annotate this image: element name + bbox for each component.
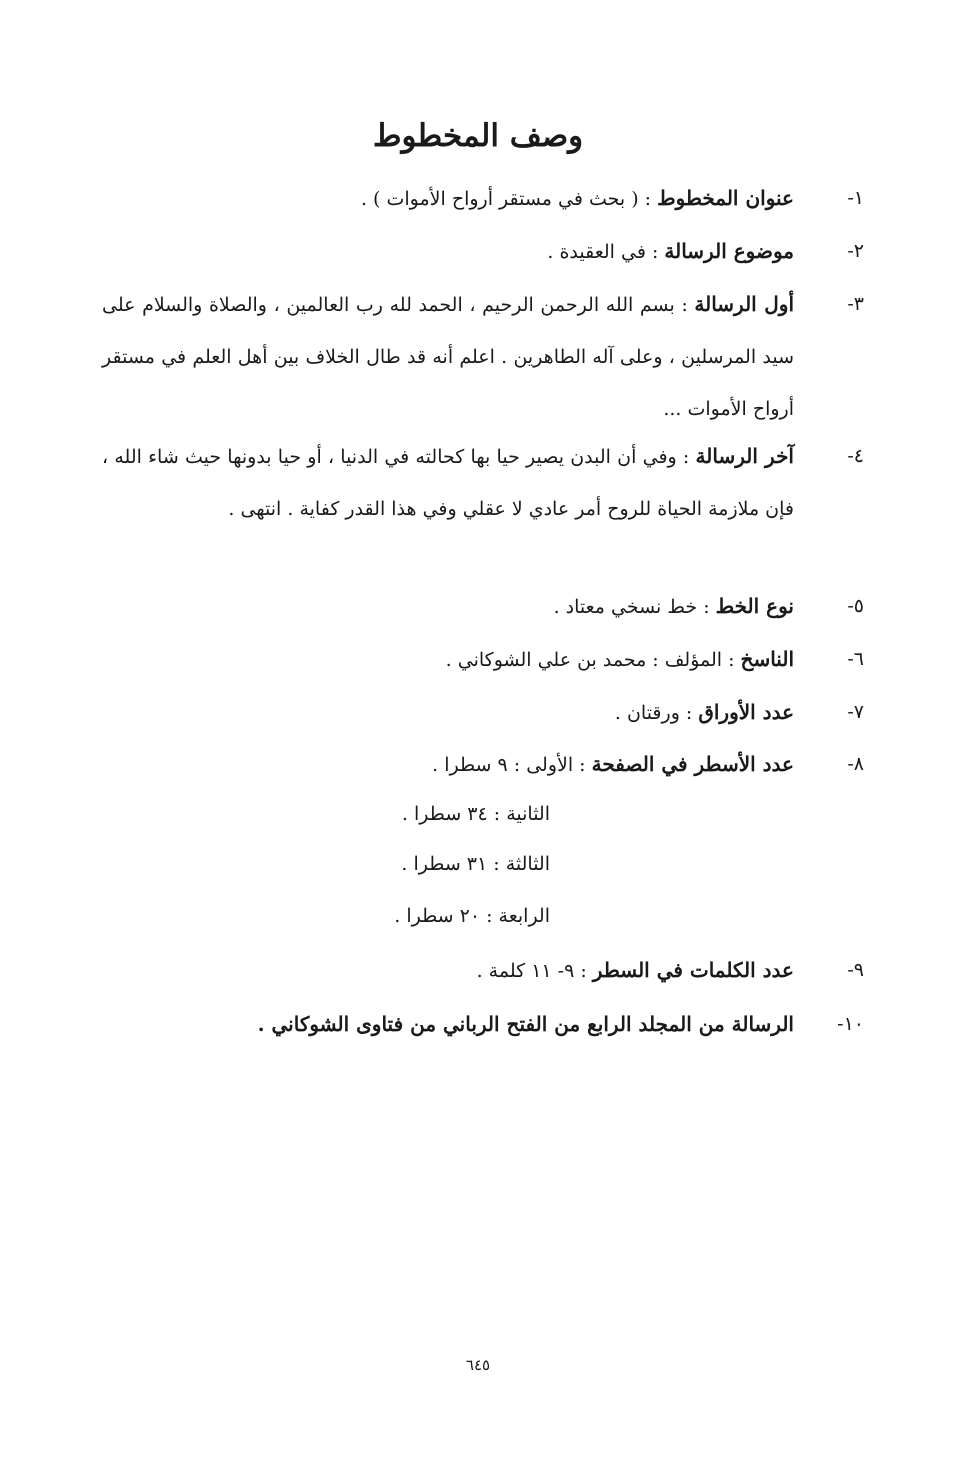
item-label: أول الرسالة	[694, 292, 795, 316]
item-label: عنوان المخطوط	[657, 186, 794, 210]
item-text: : ٩- ١١ كلمة .	[476, 960, 593, 982]
list-item-source-note	[102, 998, 864, 1050]
item-text: : الأولى : ٩ سطرا .	[432, 754, 592, 776]
item-number: ٩-	[847, 959, 864, 981]
item-label: الناسخ	[740, 647, 794, 671]
item-text: : خط نسخي معتاد .	[553, 596, 716, 618]
item-content	[102, 738, 794, 791]
item-text: : ( بحث في مستقر أرواح الأموات ) .	[360, 188, 658, 210]
item-number: ٦-	[847, 648, 864, 670]
item-label: نوع الخط	[715, 594, 794, 618]
list-item-ending	[102, 430, 864, 535]
list-item-words-per-line	[102, 944, 864, 997]
list-item-beginning	[102, 278, 864, 435]
item-content	[102, 172, 794, 225]
list-item-copyist	[102, 633, 864, 686]
item-label: موضوع الرسالة	[664, 239, 794, 263]
lines-page-two: الثانية : ٣٤ سطرا .	[401, 803, 550, 825]
item-number: ٨-	[847, 753, 864, 775]
item-content	[102, 225, 794, 278]
page-number: ٦٤٥	[465, 1356, 491, 1374]
item-text: : بسم الله الرحمن الرحيم ، الحمد لله رب العالمين ، والصلاة والسلام على سيد المرسلين ، وعلى آله الطاهرين . اعلم أنه قد طال الخلاف بين أهل العلم في مستقر أرواح الأموات ...	[102, 294, 794, 420]
item-label: عدد الأسطر في الصفحة	[591, 752, 794, 776]
item-text: الرسالة من المجلد الرابع من الفتح الرباني من فتاوى الشوكاني .	[257, 1012, 794, 1036]
item-label: عدد الكلمات في السطر	[592, 958, 794, 982]
item-number: ٤-	[847, 445, 864, 467]
item-label: آخر الرسالة	[695, 444, 794, 468]
item-content	[102, 430, 794, 535]
list-item-leaves	[102, 686, 864, 739]
list-item-subject	[102, 225, 864, 278]
list-item-lines-per-page	[102, 738, 864, 791]
item-number: ١٠-	[837, 1013, 864, 1035]
item-number: ٥-	[847, 595, 864, 617]
lines-page-four: الرابعة : ٢٠ سطرا .	[394, 905, 550, 927]
item-number: ١-	[847, 187, 864, 209]
item-content	[102, 686, 794, 739]
lines-page-three: الثالثة : ٣١ سطرا .	[401, 853, 550, 875]
list-item-script-type	[102, 580, 864, 633]
item-number: ٣-	[847, 293, 864, 315]
item-content	[102, 633, 794, 686]
item-number: ٢-	[847, 240, 864, 262]
list-item-title	[102, 172, 864, 225]
page-title: وصف المخطوط	[372, 118, 584, 154]
item-text: : ورقتان .	[614, 702, 699, 724]
item-text: : المؤلف : محمد بن علي الشوكاني .	[445, 649, 741, 671]
item-content	[102, 278, 794, 435]
item-text: : في العقيدة .	[547, 241, 665, 263]
item-content	[102, 944, 794, 997]
item-content	[102, 580, 794, 633]
item-number: ٧-	[847, 701, 864, 723]
item-content	[102, 998, 794, 1050]
item-label: عدد الأوراق	[698, 700, 794, 724]
item-text: : وفي أن البدن يصير حيا بها كحالته في الدنيا ، أو حيا بدونها حيث شاء الله ، فإن ملازمة الحياة للروح أمر عادي لا عقلي وفي هذا القدر كفاية . انتهى .	[102, 446, 794, 520]
